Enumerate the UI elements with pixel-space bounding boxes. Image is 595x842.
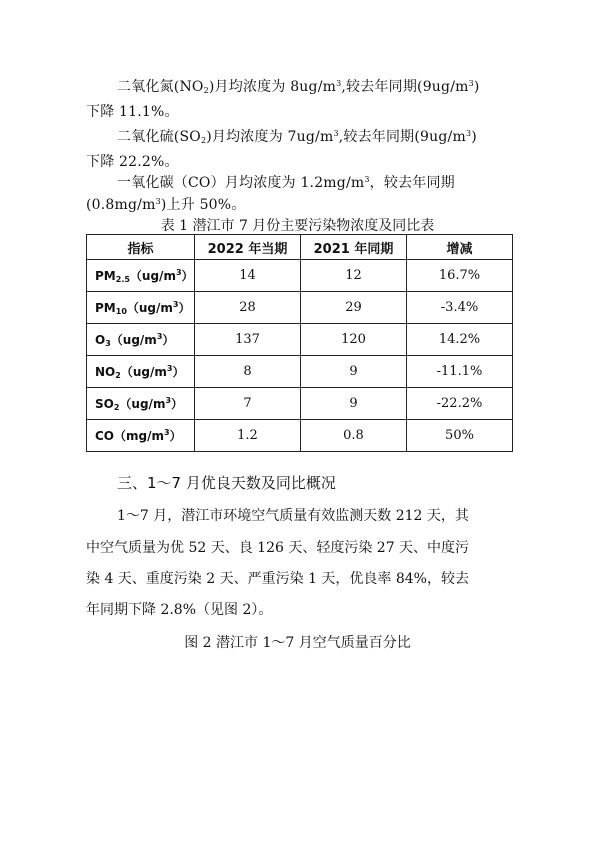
change-cell: -22.2% [407,388,513,420]
table-caption: 表 1 潜江市 7 月份主要污染物浓度及同比表 [160,218,435,234]
summary-line-2: 中空气质量为优 52 天、良 126 天、轻度污染 27 天、中度污 [86,540,470,556]
previous-value-cell: 12 [301,260,407,292]
change-cell: -11.1% [407,356,513,388]
summary-line-1: 1～7 月，潜江市环境空气质量有效监测天数 212 天，其 [117,508,469,524]
so2-paragraph-line-2: 下降 22.2%。 [86,154,179,170]
table-header-row [87,235,513,260]
summary-line-4: 年同期下降 2.8%（见图 2）。 [86,602,273,618]
figure-caption: 图 2 潜江市 1～7 月空气质量百分比 [184,635,411,651]
table-row [87,388,513,420]
header-change: 增减 [407,235,513,260]
table-row [87,420,513,452]
table-row [87,260,513,292]
indicator-cell: $PM_{2.5}(ug/m^3)$ [87,260,195,292]
change-cell: -3.4% [407,292,513,324]
table-row [87,324,513,356]
indicator-cell: $SO_2(ug/m^3)$ [87,388,195,420]
co-paragraph-line-1: 一氧化碳（CO）月均浓度为 $1.2mg/m^3$，较去年同期 [117,175,455,191]
indicator-cell: $CO(mg/m^3)$ [87,420,195,452]
current-value-cell: 1.2 [195,420,301,452]
table-row [87,356,513,388]
current-value-cell: 28 [195,292,301,324]
section-heading: 三、1～7 月优良天数及同比概况 [117,474,336,492]
header-2021: 2021 年同期 [301,235,407,260]
previous-value-cell: 120 [301,324,407,356]
previous-value-cell: 0.8 [301,420,407,452]
previous-value-cell: 9 [301,356,407,388]
previous-value-cell: 29 [301,292,407,324]
co-paragraph-line-2: $(0.8mg/m^3)$上升 50%。 [86,197,246,213]
header-2022: 2022 年当期 [195,235,301,260]
change-cell: 50% [407,420,513,452]
summary-line-3: 染 4 天、重度污染 2 天、严重污染 1 天，优良率 84%，较去 [86,571,469,587]
indicator-cell: $O_3(ug/m^3)$ [87,324,195,356]
change-cell: 16.7% [407,260,513,292]
current-value-cell: 7 [195,388,301,420]
header-indicator: 指标 [87,235,195,260]
previous-value-cell: 9 [301,388,407,420]
change-cell: 14.2% [407,324,513,356]
current-value-cell: 8 [195,356,301,388]
table-row [87,292,513,324]
pollutant-table [86,234,513,452]
indicator-cell: $NO_2(ug/m^3)$ [87,356,195,388]
current-value-cell: 14 [195,260,301,292]
no2-paragraph-line-2: 下降 11.1%。 [86,104,179,120]
current-value-cell: 137 [195,324,301,356]
no2-paragraph-line-1: 二氧化氮$(NO_2)$月均浓度为 $8ug/m^3$,较去年同期$(9ug/m^3)$ [117,79,480,95]
so2-paragraph-line-1: 二氧化硫$(SO_2)$月均浓度为 $7ug/m^3$,较去年同期$(9ug/m^3)$ [117,129,477,145]
indicator-cell: $PM_{10}(ug/m^3)$ [87,292,195,324]
